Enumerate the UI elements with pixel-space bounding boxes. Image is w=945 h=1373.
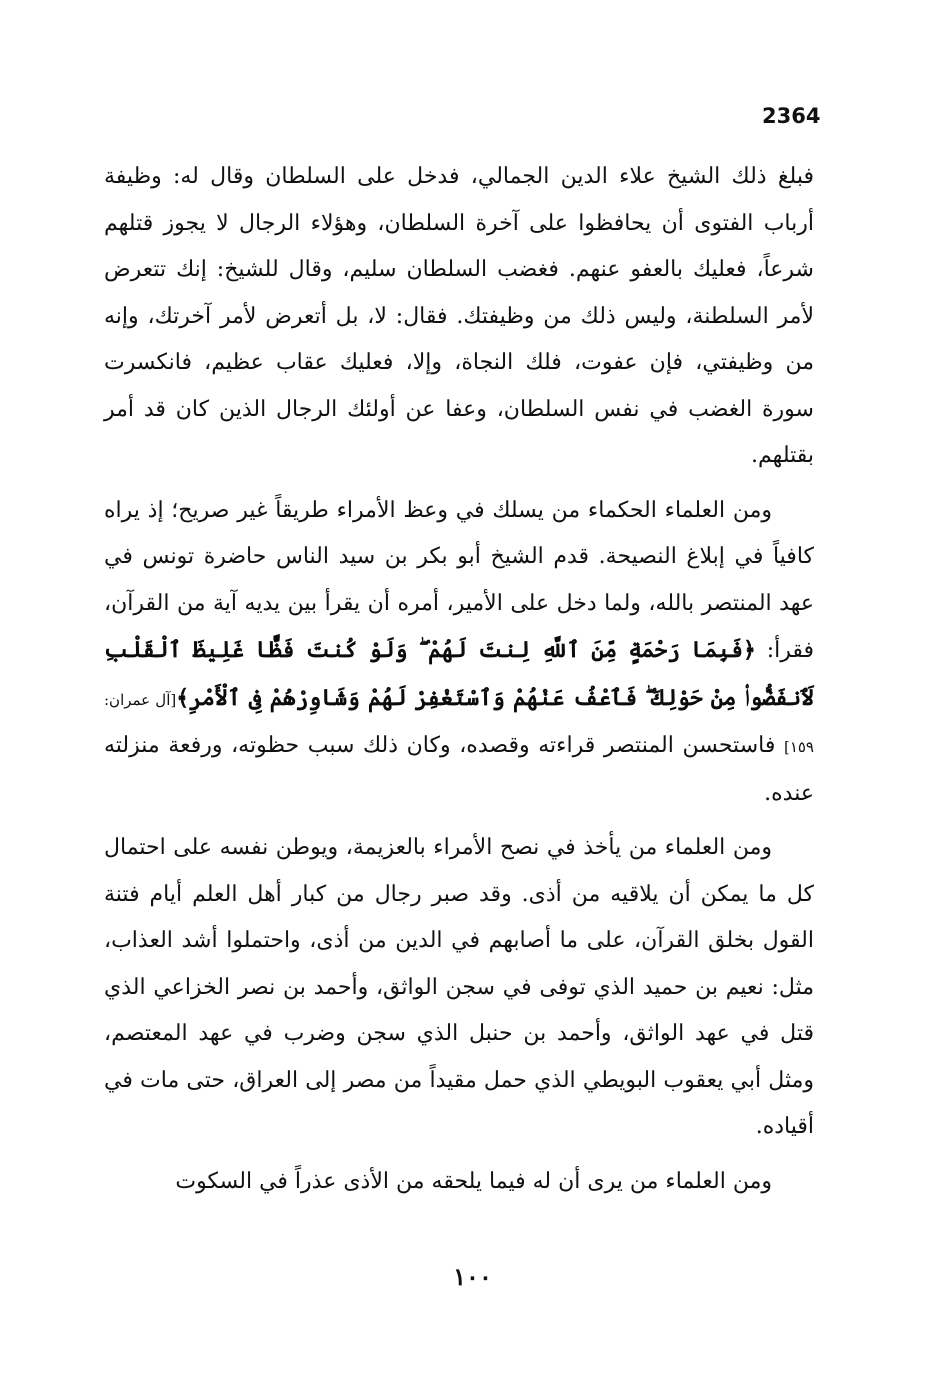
body-text — [104, 154, 814, 1205]
paragraph-3: ومن العلماء من يأخذ في نصح الأمراء بالعزيمة، ويوطن نفسه على احتمال كل ما يمكن أن يلاقيه من أذى. وقد صبر رجال من كبار أهل العلم أيام فتنة القول بخلق القرآن، على ما أصابهم في الدين من أذى، واحتملوا أشد العذاب، مثل: نعيم بن حميد الذي توفى في سجن الواثق، وأحمد بن نصر الخزاعي الذي قتل في عهد الواثق، وأحمد بن حنبل الذي سجن وضرب في عهد المعتصم، ومثل أبي يعقوب البويطي الذي حمل مقيداً من مصر إلى العراق، حتى مات في أقياده. — [104, 835, 814, 1139]
paragraph-2-intro: ومن العلماء الحكماء من يسلك في وعظ الأمراء طريقاً غير صريح؛ إذ يراه كافياً في إبلاغ النصيحة. قدم الشيخ أبو بكر بن سيد الناس حاضرة تونس في عهد المنتصر بالله، ولما دخل على الأمير، أمره أن يقرأ بين يديه آية من القرآن، فقرأ: — [104, 497, 814, 663]
verse-reference: [آل عمران: ١٥٩] — [104, 690, 814, 756]
paragraph-2-outro: فاستحسن المنتصر قراءته وقصده، وكان ذلك سبب حظوته، ورفعة منزلته عنده. — [104, 733, 814, 806]
page-number: ١٠٠ — [453, 1262, 492, 1291]
quran-verse: ﴿فَبِمَا رَحْمَةٍ مِّنَ ٱللَّهِ لِنتَ لَهُمْ ۖ وَلَوْ كُنتَ فَظًّا غَلِيظَ ٱلْقَلْبِ لَٱنفَضُّوا۟ مِنْ حَوْلِكَ ۖ فَٱعْفُ عَنْهُمْ وَٱسْتَغْفِرْ لَهُمْ وَشَاوِرْهُمْ فِى ٱلْأَمْرِ﴾ — [104, 637, 814, 711]
paragraph-4: ومن العلماء من يرى أن له فيما يلحقه من الأذى عذراً في السكوت — [175, 1168, 772, 1194]
page-code: 2364 — [762, 104, 821, 128]
paragraph-1: فبلغ ذلك الشيخ علاء الدين الجمالي، فدخل على السلطان وقال له: وظيفة أرباب الفتوى أن يحافظوا على آخرة السلطان، وهؤلاء الرجال لا يجوز قتلهم شرعاً، فعليك بالعفو عنهم. فغضب السلطان سليم، وقال للشيخ: إنك تتعرض لأمر السلطنة، وليس ذلك من وظيفتك. فقال: لا، بل أتعرض لأمر آخرتك، وإنه من وظيفتي، فإن عفوت، فلك النجاة، وإلا، فعليك عقاب عظيم، فانكسرت سورة الغضب في نفس السلطان، وعفا عن أولئك الرجال الذين كان قد أمر بقتلهم. — [104, 164, 814, 468]
paragraph-2 — [104, 488, 814, 818]
